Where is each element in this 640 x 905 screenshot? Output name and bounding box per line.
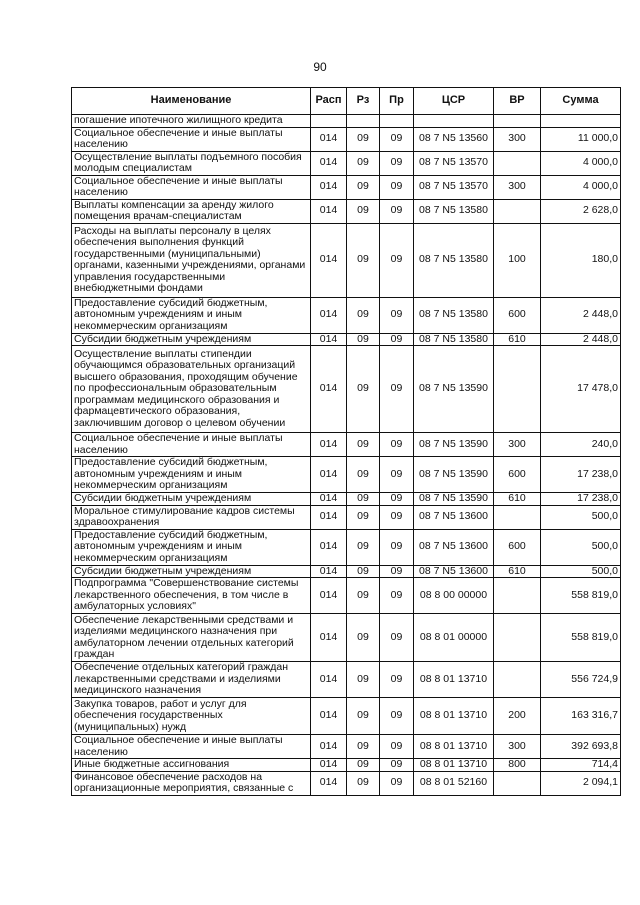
row-sum: 500,0	[541, 505, 621, 529]
row-vr	[494, 115, 541, 128]
row-vr	[494, 662, 541, 698]
row-name: Моральное стимулирование кадров системы здравоохранения	[72, 505, 311, 529]
row-rasp	[311, 115, 347, 128]
row-csr: 08 8 01 52160	[414, 771, 494, 795]
row-rasp: 014	[311, 698, 347, 735]
row-rz: 09	[347, 493, 380, 506]
row-vr	[494, 199, 541, 223]
row-pr	[380, 115, 414, 128]
row-rasp: 014	[311, 333, 347, 346]
row-csr: 08 8 01 00000	[414, 614, 494, 662]
row-vr: 100	[494, 223, 541, 297]
row-rz: 09	[347, 614, 380, 662]
row-rasp: 014	[311, 457, 347, 493]
row-pr: 09	[380, 565, 414, 578]
row-rasp: 014	[311, 297, 347, 333]
row-csr: 08 7 N5 13590	[414, 433, 494, 457]
row-csr: 08 8 00 00000	[414, 578, 494, 614]
row-name: Осуществление выплаты подъемного пособия молодым специалистам	[72, 151, 311, 175]
table-row	[72, 151, 621, 175]
row-pr: 09	[380, 662, 414, 698]
row-csr	[414, 115, 494, 128]
row-sum: 392 693,8	[541, 735, 621, 759]
row-rasp: 014	[311, 771, 347, 795]
row-rz: 09	[347, 662, 380, 698]
row-vr: 600	[494, 529, 541, 565]
table-body	[72, 115, 621, 796]
row-name: Субсидии бюджетным учреждениям	[72, 333, 311, 346]
row-pr: 09	[380, 698, 414, 735]
row-pr: 09	[380, 771, 414, 795]
row-sum: 714,4	[541, 759, 621, 772]
row-rz: 09	[347, 175, 380, 199]
table-row	[72, 433, 621, 457]
row-sum: 240,0	[541, 433, 621, 457]
row-pr: 09	[380, 433, 414, 457]
header-vr: ВР	[494, 88, 541, 115]
row-csr: 08 7 N5 13600	[414, 529, 494, 565]
table-row	[72, 346, 621, 433]
row-vr	[494, 578, 541, 614]
row-pr: 09	[380, 151, 414, 175]
table-row	[72, 698, 621, 735]
row-vr	[494, 346, 541, 433]
table-row	[72, 457, 621, 493]
row-vr: 200	[494, 698, 541, 735]
table-row	[72, 175, 621, 199]
row-vr: 800	[494, 759, 541, 772]
row-sum: 4 000,0	[541, 151, 621, 175]
row-csr: 08 7 N5 13580	[414, 199, 494, 223]
row-name: Выплаты компенсации за аренду жилого помещения врачам-специалистам	[72, 199, 311, 223]
row-csr: 08 7 N5 13570	[414, 175, 494, 199]
row-name: Предоставление субсидий бюджетным, автономным учреждениям и иным некоммерческим организациям	[72, 529, 311, 565]
row-pr: 09	[380, 735, 414, 759]
row-pr: 09	[380, 175, 414, 199]
table-row	[72, 493, 621, 506]
row-pr: 09	[380, 333, 414, 346]
table-row	[72, 771, 621, 795]
row-rz: 09	[347, 759, 380, 772]
row-rz: 09	[347, 199, 380, 223]
page-number: 90	[313, 60, 327, 74]
row-sum: 17 478,0	[541, 346, 621, 433]
row-vr: 300	[494, 735, 541, 759]
row-vr: 600	[494, 297, 541, 333]
row-rz: 09	[347, 127, 380, 151]
row-vr	[494, 614, 541, 662]
row-vr: 610	[494, 565, 541, 578]
row-csr: 08 7 N5 13600	[414, 565, 494, 578]
row-rasp: 014	[311, 346, 347, 433]
row-vr	[494, 151, 541, 175]
table-row	[72, 759, 621, 772]
header-rz: Рз	[347, 88, 380, 115]
row-rasp: 014	[311, 433, 347, 457]
row-pr: 09	[380, 493, 414, 506]
row-name: Осуществление выплаты стипендии обучающимся образовательных организаций высшего образования, проходящим обучение по профессиональным образовательным программам медицинского образования и фармацевтического образования, заключившим договор о целевом обучении	[72, 346, 311, 433]
row-rz: 09	[347, 223, 380, 297]
row-vr	[494, 771, 541, 795]
row-name: Расходы на выплаты персоналу в целях обеспечения выполнения функций государственными (муниципальными) органами, казенными учреждениями, органами управления государственными внебюджетными фондами	[72, 223, 311, 297]
row-sum: 2 448,0	[541, 333, 621, 346]
row-sum: 2 094,1	[541, 771, 621, 795]
row-rasp: 014	[311, 565, 347, 578]
table-row	[72, 529, 621, 565]
row-sum: 500,0	[541, 529, 621, 565]
row-rasp: 014	[311, 614, 347, 662]
row-name: Финансовое обеспечение расходов на организационные мероприятия, связанные с	[72, 771, 311, 795]
row-rasp: 014	[311, 175, 347, 199]
row-pr: 09	[380, 614, 414, 662]
row-sum: 2 448,0	[541, 297, 621, 333]
row-csr: 08 8 01 13710	[414, 698, 494, 735]
row-csr: 08 7 N5 13590	[414, 457, 494, 493]
row-sum: 500,0	[541, 565, 621, 578]
row-rz: 09	[347, 565, 380, 578]
row-csr: 08 7 N5 13570	[414, 151, 494, 175]
table-row	[72, 565, 621, 578]
row-vr: 300	[494, 175, 541, 199]
table-row	[72, 115, 621, 128]
header-row	[72, 88, 621, 115]
row-rasp: 014	[311, 199, 347, 223]
row-name: Иные бюджетные ассигнования	[72, 759, 311, 772]
table-row	[72, 297, 621, 333]
row-name: Обеспечение отдельных категорий граждан лекарственными средствами и изделиями медицинского назначения	[72, 662, 311, 698]
row-csr: 08 7 N5 13590	[414, 493, 494, 506]
table-row	[72, 127, 621, 151]
row-vr: 610	[494, 493, 541, 506]
row-rz: 09	[347, 771, 380, 795]
row-sum: 180,0	[541, 223, 621, 297]
row-pr: 09	[380, 297, 414, 333]
row-sum: 558 819,0	[541, 614, 621, 662]
row-csr: 08 7 N5 13560	[414, 127, 494, 151]
row-sum: 17 238,0	[541, 493, 621, 506]
row-vr: 300	[494, 127, 541, 151]
budget-table	[71, 87, 621, 796]
row-sum: 558 819,0	[541, 578, 621, 614]
row-sum: 556 724,9	[541, 662, 621, 698]
row-rz: 09	[347, 578, 380, 614]
row-name: Субсидии бюджетным учреждениям	[72, 565, 311, 578]
row-pr: 09	[380, 346, 414, 433]
row-rz: 09	[347, 333, 380, 346]
row-csr: 08 7 N5 13600	[414, 505, 494, 529]
row-vr	[494, 505, 541, 529]
table-row	[72, 578, 621, 614]
row-name: Закупка товаров, работ и услуг для обеспечения государственных (муниципальных) нужд	[72, 698, 311, 735]
row-name: Предоставление субсидий бюджетным, автономным учреждениям и иным некоммерческим организациям	[72, 457, 311, 493]
table-row	[72, 614, 621, 662]
row-rasp: 014	[311, 151, 347, 175]
row-pr: 09	[380, 223, 414, 297]
row-rz: 09	[347, 735, 380, 759]
table-row	[72, 662, 621, 698]
header-sum: Сумма	[541, 88, 621, 115]
row-name: Социальное обеспечение и иные выплаты населению	[72, 175, 311, 199]
row-pr: 09	[380, 127, 414, 151]
row-pr: 09	[380, 759, 414, 772]
table-row	[72, 223, 621, 297]
row-rz: 09	[347, 346, 380, 433]
row-vr: 300	[494, 433, 541, 457]
row-pr: 09	[380, 578, 414, 614]
row-sum: 2 628,0	[541, 199, 621, 223]
row-name: Обеспечение лекарственными средствами и изделиями медицинского назначения при амбулаторном лечении отдельных категорий граждан	[72, 614, 311, 662]
row-pr: 09	[380, 505, 414, 529]
row-sum: 17 238,0	[541, 457, 621, 493]
row-rz: 09	[347, 457, 380, 493]
row-sum	[541, 115, 621, 128]
row-csr: 08 7 N5 13590	[414, 346, 494, 433]
row-csr: 08 8 01 13710	[414, 735, 494, 759]
row-vr: 600	[494, 457, 541, 493]
row-vr: 610	[494, 333, 541, 346]
row-rasp: 014	[311, 223, 347, 297]
header-csr: ЦСР	[414, 88, 494, 115]
table-row	[72, 333, 621, 346]
row-rasp: 014	[311, 578, 347, 614]
row-rasp: 014	[311, 493, 347, 506]
row-rz: 09	[347, 433, 380, 457]
row-name: Социальное обеспечение и иные выплаты населению	[72, 127, 311, 151]
row-rz	[347, 115, 380, 128]
row-pr: 09	[380, 199, 414, 223]
header-pr: Пр	[380, 88, 414, 115]
row-rasp: 014	[311, 529, 347, 565]
row-csr: 08 8 01 13710	[414, 759, 494, 772]
row-rz: 09	[347, 529, 380, 565]
table-row	[72, 505, 621, 529]
row-sum: 4 000,0	[541, 175, 621, 199]
table-header	[72, 88, 621, 115]
row-rasp: 014	[311, 735, 347, 759]
row-csr: 08 7 N5 13580	[414, 333, 494, 346]
row-rasp: 014	[311, 759, 347, 772]
header-name: Наименование	[72, 88, 311, 115]
row-rz: 09	[347, 151, 380, 175]
row-csr: 08 7 N5 13580	[414, 297, 494, 333]
row-name: Подпрограмма "Совершенствование системы лекарственного обеспечения, в том числе в амбулаторных условиях"	[72, 578, 311, 614]
row-name: Социальное обеспечение и иные выплаты населению	[72, 735, 311, 759]
row-sum: 11 000,0	[541, 127, 621, 151]
row-name: погашение ипотечного жилищного кредита	[72, 115, 311, 128]
row-rasp: 014	[311, 127, 347, 151]
table-row	[72, 199, 621, 223]
row-csr: 08 8 01 13710	[414, 662, 494, 698]
header-rasp: Расп	[311, 88, 347, 115]
row-name: Предоставление субсидий бюджетным, автономным учреждениям и иным некоммерческим организациям	[72, 297, 311, 333]
row-csr: 08 7 N5 13580	[414, 223, 494, 297]
table-row	[72, 735, 621, 759]
row-pr: 09	[380, 457, 414, 493]
row-name: Социальное обеспечение и иные выплаты населению	[72, 433, 311, 457]
row-name: Субсидии бюджетным учреждениям	[72, 493, 311, 506]
row-sum: 163 316,7	[541, 698, 621, 735]
row-rz: 09	[347, 505, 380, 529]
row-rasp: 014	[311, 505, 347, 529]
row-rz: 09	[347, 297, 380, 333]
row-rasp: 014	[311, 662, 347, 698]
row-rz: 09	[347, 698, 380, 735]
row-pr: 09	[380, 529, 414, 565]
